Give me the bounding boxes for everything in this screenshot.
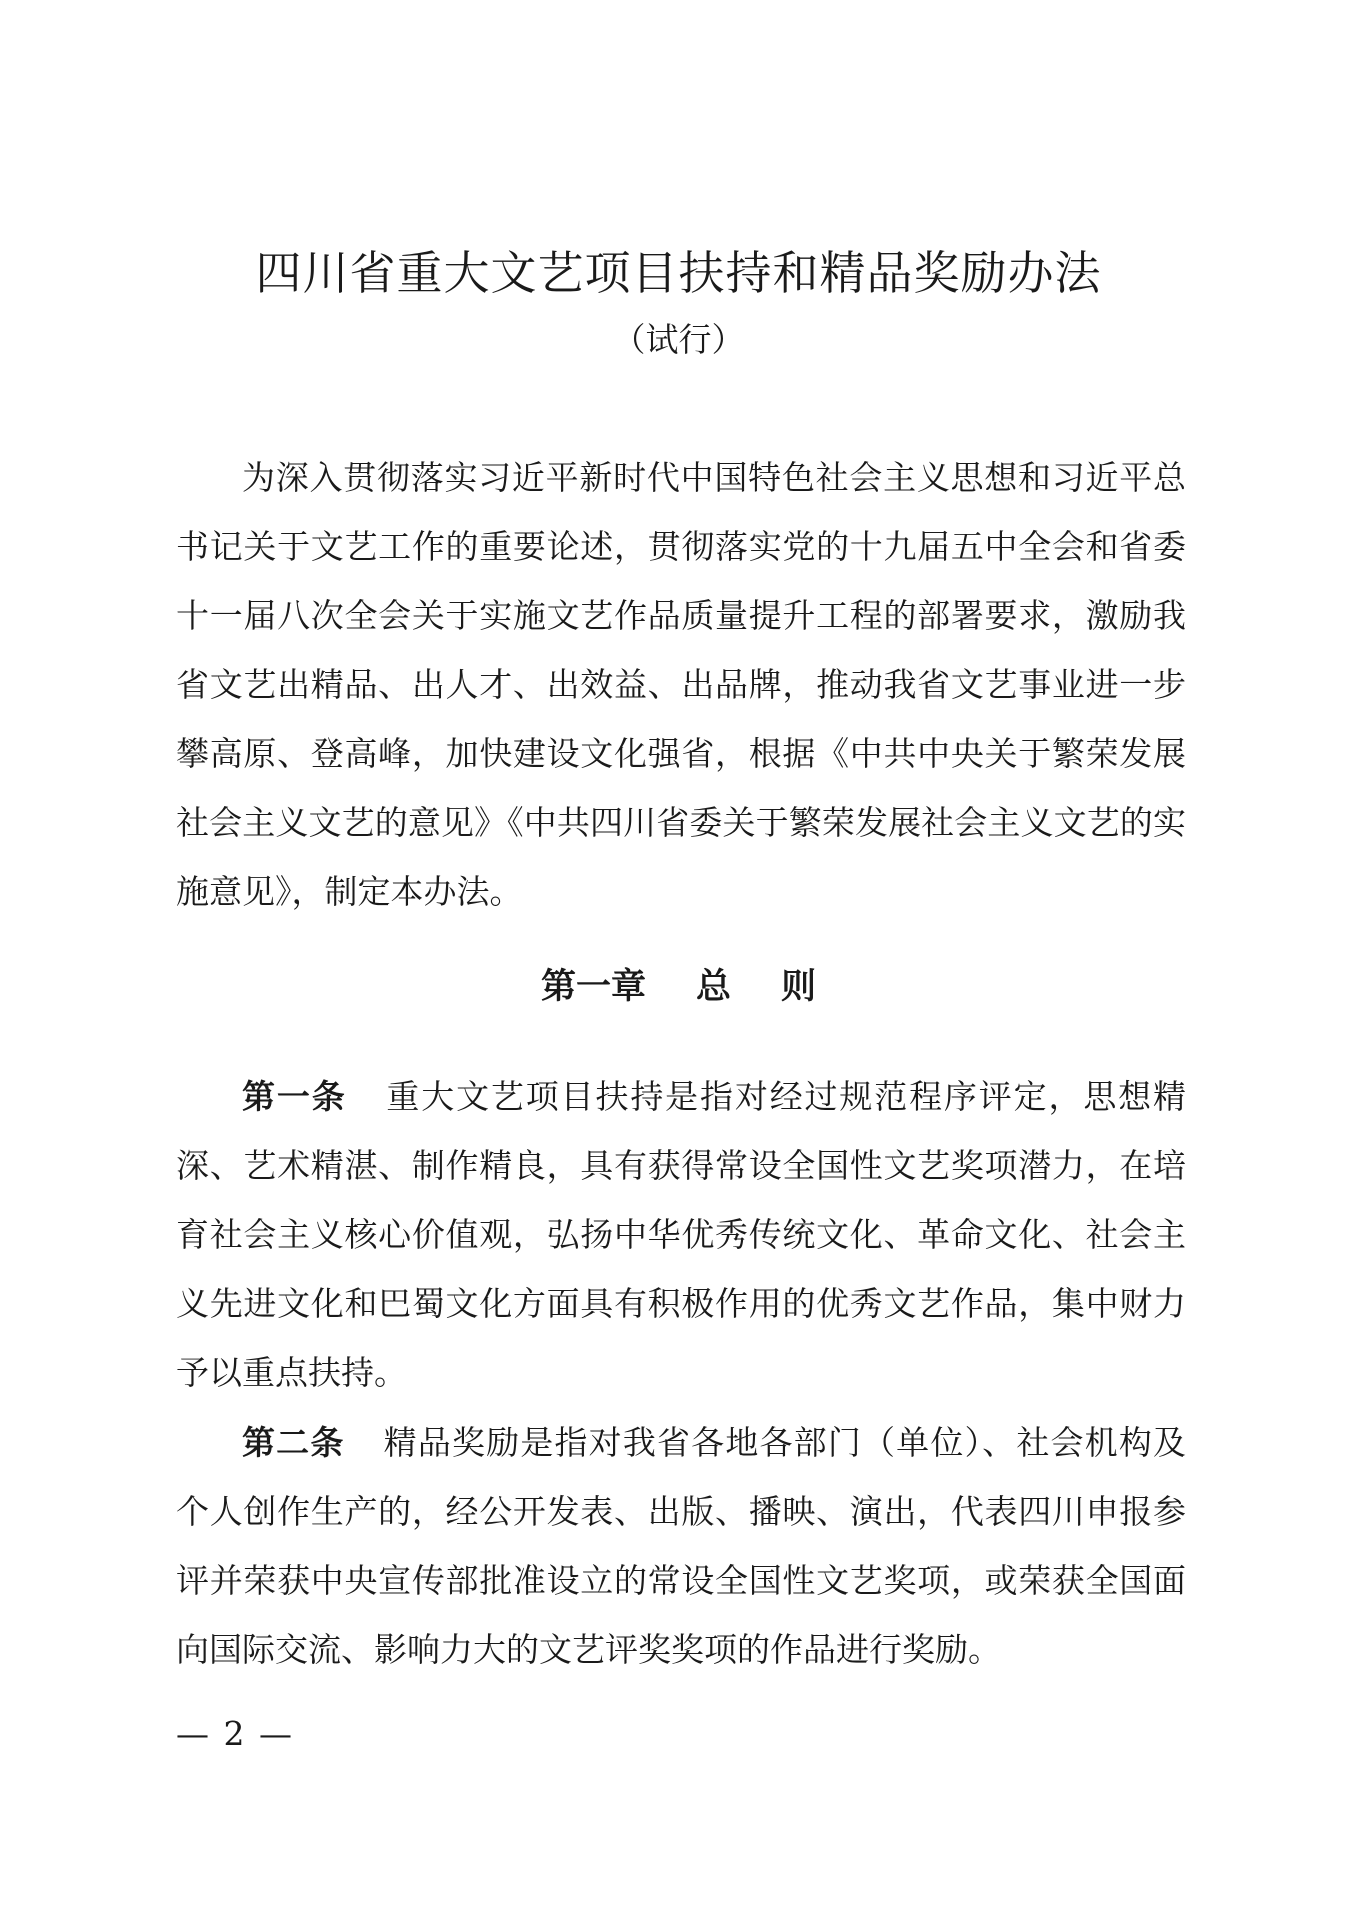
article-1 [176,1062,1186,1407]
article-1-text: 重大文艺项目扶持是指对经过规范程序评定，思想精深、艺术精湛、制作精良，具有获得常设全国性文艺奖项潜力，在培育社会主义核心价值观，弘扬中华优秀传统文化、革命文化、社会主义先进文化和巴蜀文化方面具有积极作用的优秀文艺作品，集中财力予以重点扶持。 [176,1077,1187,1392]
article-2-label: 第二条 [242,1423,345,1462]
chapter-name-part1: 总 [695,967,731,1007]
intro-paragraph: 为深入贯彻落实习近平新时代中国特色社会主义思想和习近平总书记关于文艺工作的重要论述，贯彻落实党的十九届五中全会和省委十一届八次全会关于实施文艺作品质量提升工程的部署要求，激励我省文艺出精品、出人才、出效益、出品牌，推动我省文艺事业进一步攀高原、登高峰，加快建设文化强省，根据《中共中央关于繁荣发展社会主义文艺的意见》《中共四川省委关于繁荣发展社会主义文艺的实施意见》，制定本办法。 [176,458,1186,911]
chapter-number: 第一章 [540,967,646,1007]
page-number: — 2 — [176,1714,294,1753]
article-2-text: 精品奖励是指对我省各地各部门（单位）、社会机构及个人创作生产的，经公开发表、出版、播映、演出，代表四川申报参评并荣获中央宣传部批准设立的常设全国性文艺奖项，或荣获全国面向国际交流、影响力大的文艺评奖奖项的作品进行奖励。 [176,1423,1186,1669]
article-1-label: 第一条 [242,1077,347,1116]
article-2 [176,1408,1186,1684]
document-title: 四川省重大文艺项目扶持和精品奖励办法 [255,246,1102,300]
chapter-name-part2: 则 [781,967,817,1007]
chapter-heading [0,962,1357,1012]
document-subtitle: （试行） [612,320,745,359]
